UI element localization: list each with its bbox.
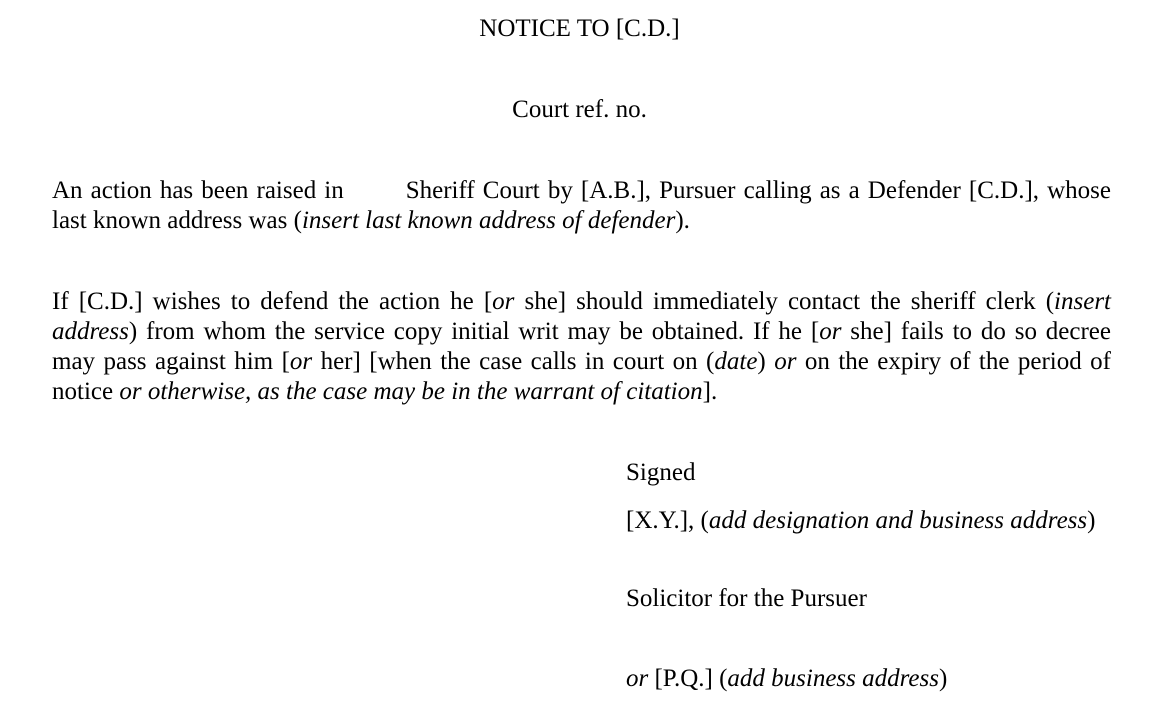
action-raised-text-3: ). (675, 207, 690, 234)
date-instruction: date (714, 348, 758, 375)
alternative-or: or (626, 665, 649, 692)
designation-instruction: add designation and business address (708, 507, 1088, 534)
action-raised-text-1: An action has been raised in (52, 177, 344, 204)
defend-italic-or-4: or (774, 348, 797, 375)
action-raised-text-2: Sheriff Court by [A.B.], Pursuer calling as a Defender [C.D.], whose last known address was ( (52, 177, 1111, 234)
alternative-suffix: ) (939, 665, 948, 692)
signed-label: Signed (626, 459, 696, 486)
alternative-prefix: [P.Q.] ( (648, 665, 728, 692)
defender-address-instruction: insert last known address of defender (301, 207, 676, 234)
defend-text-3: ) from whom the service copy initial writ may be obtained. If he [ (128, 318, 820, 345)
defend-instructions-paragraph (52, 287, 1111, 407)
defend-italic-or-2: or (819, 318, 842, 345)
notice-title: NOTICE TO [C.D.] (479, 15, 680, 42)
signatory-suffix: ) (1087, 507, 1096, 534)
signatory-prefix: [X.Y.], ( (626, 507, 709, 534)
defend-italic-or-1: or (492, 288, 515, 315)
defend-text-7: on the expiry of the period of notice (52, 348, 1112, 405)
defend-text-8: ]. (702, 378, 718, 405)
defend-text-5: her] [when the case calls in court on ( (312, 348, 715, 375)
defend-italic-or-3: or (289, 348, 313, 375)
citation-instruction: or otherwise, as the case may be in the warrant of citation (119, 378, 703, 405)
business-address-instruction: add business address (727, 665, 939, 692)
defend-text-4: she] fails to do so decree may pass against him [ (52, 318, 1111, 375)
defend-text-1: If [C.D.] wishes to defend the action he [ (52, 288, 493, 315)
action-raised-paragraph (52, 176, 1111, 236)
defend-text-6: ) (757, 348, 775, 375)
signatory-line (626, 506, 1106, 536)
clerk-address-instruction: insert address (52, 288, 1111, 345)
solicitor-label: Solicitor for the Pursuer (626, 585, 867, 612)
court-ref-label: Court ref. no. (512, 96, 647, 123)
defend-text-2: she] should immediately contact the sheriff clerk ( (514, 288, 1055, 315)
alternative-signatory-line (626, 664, 1106, 694)
